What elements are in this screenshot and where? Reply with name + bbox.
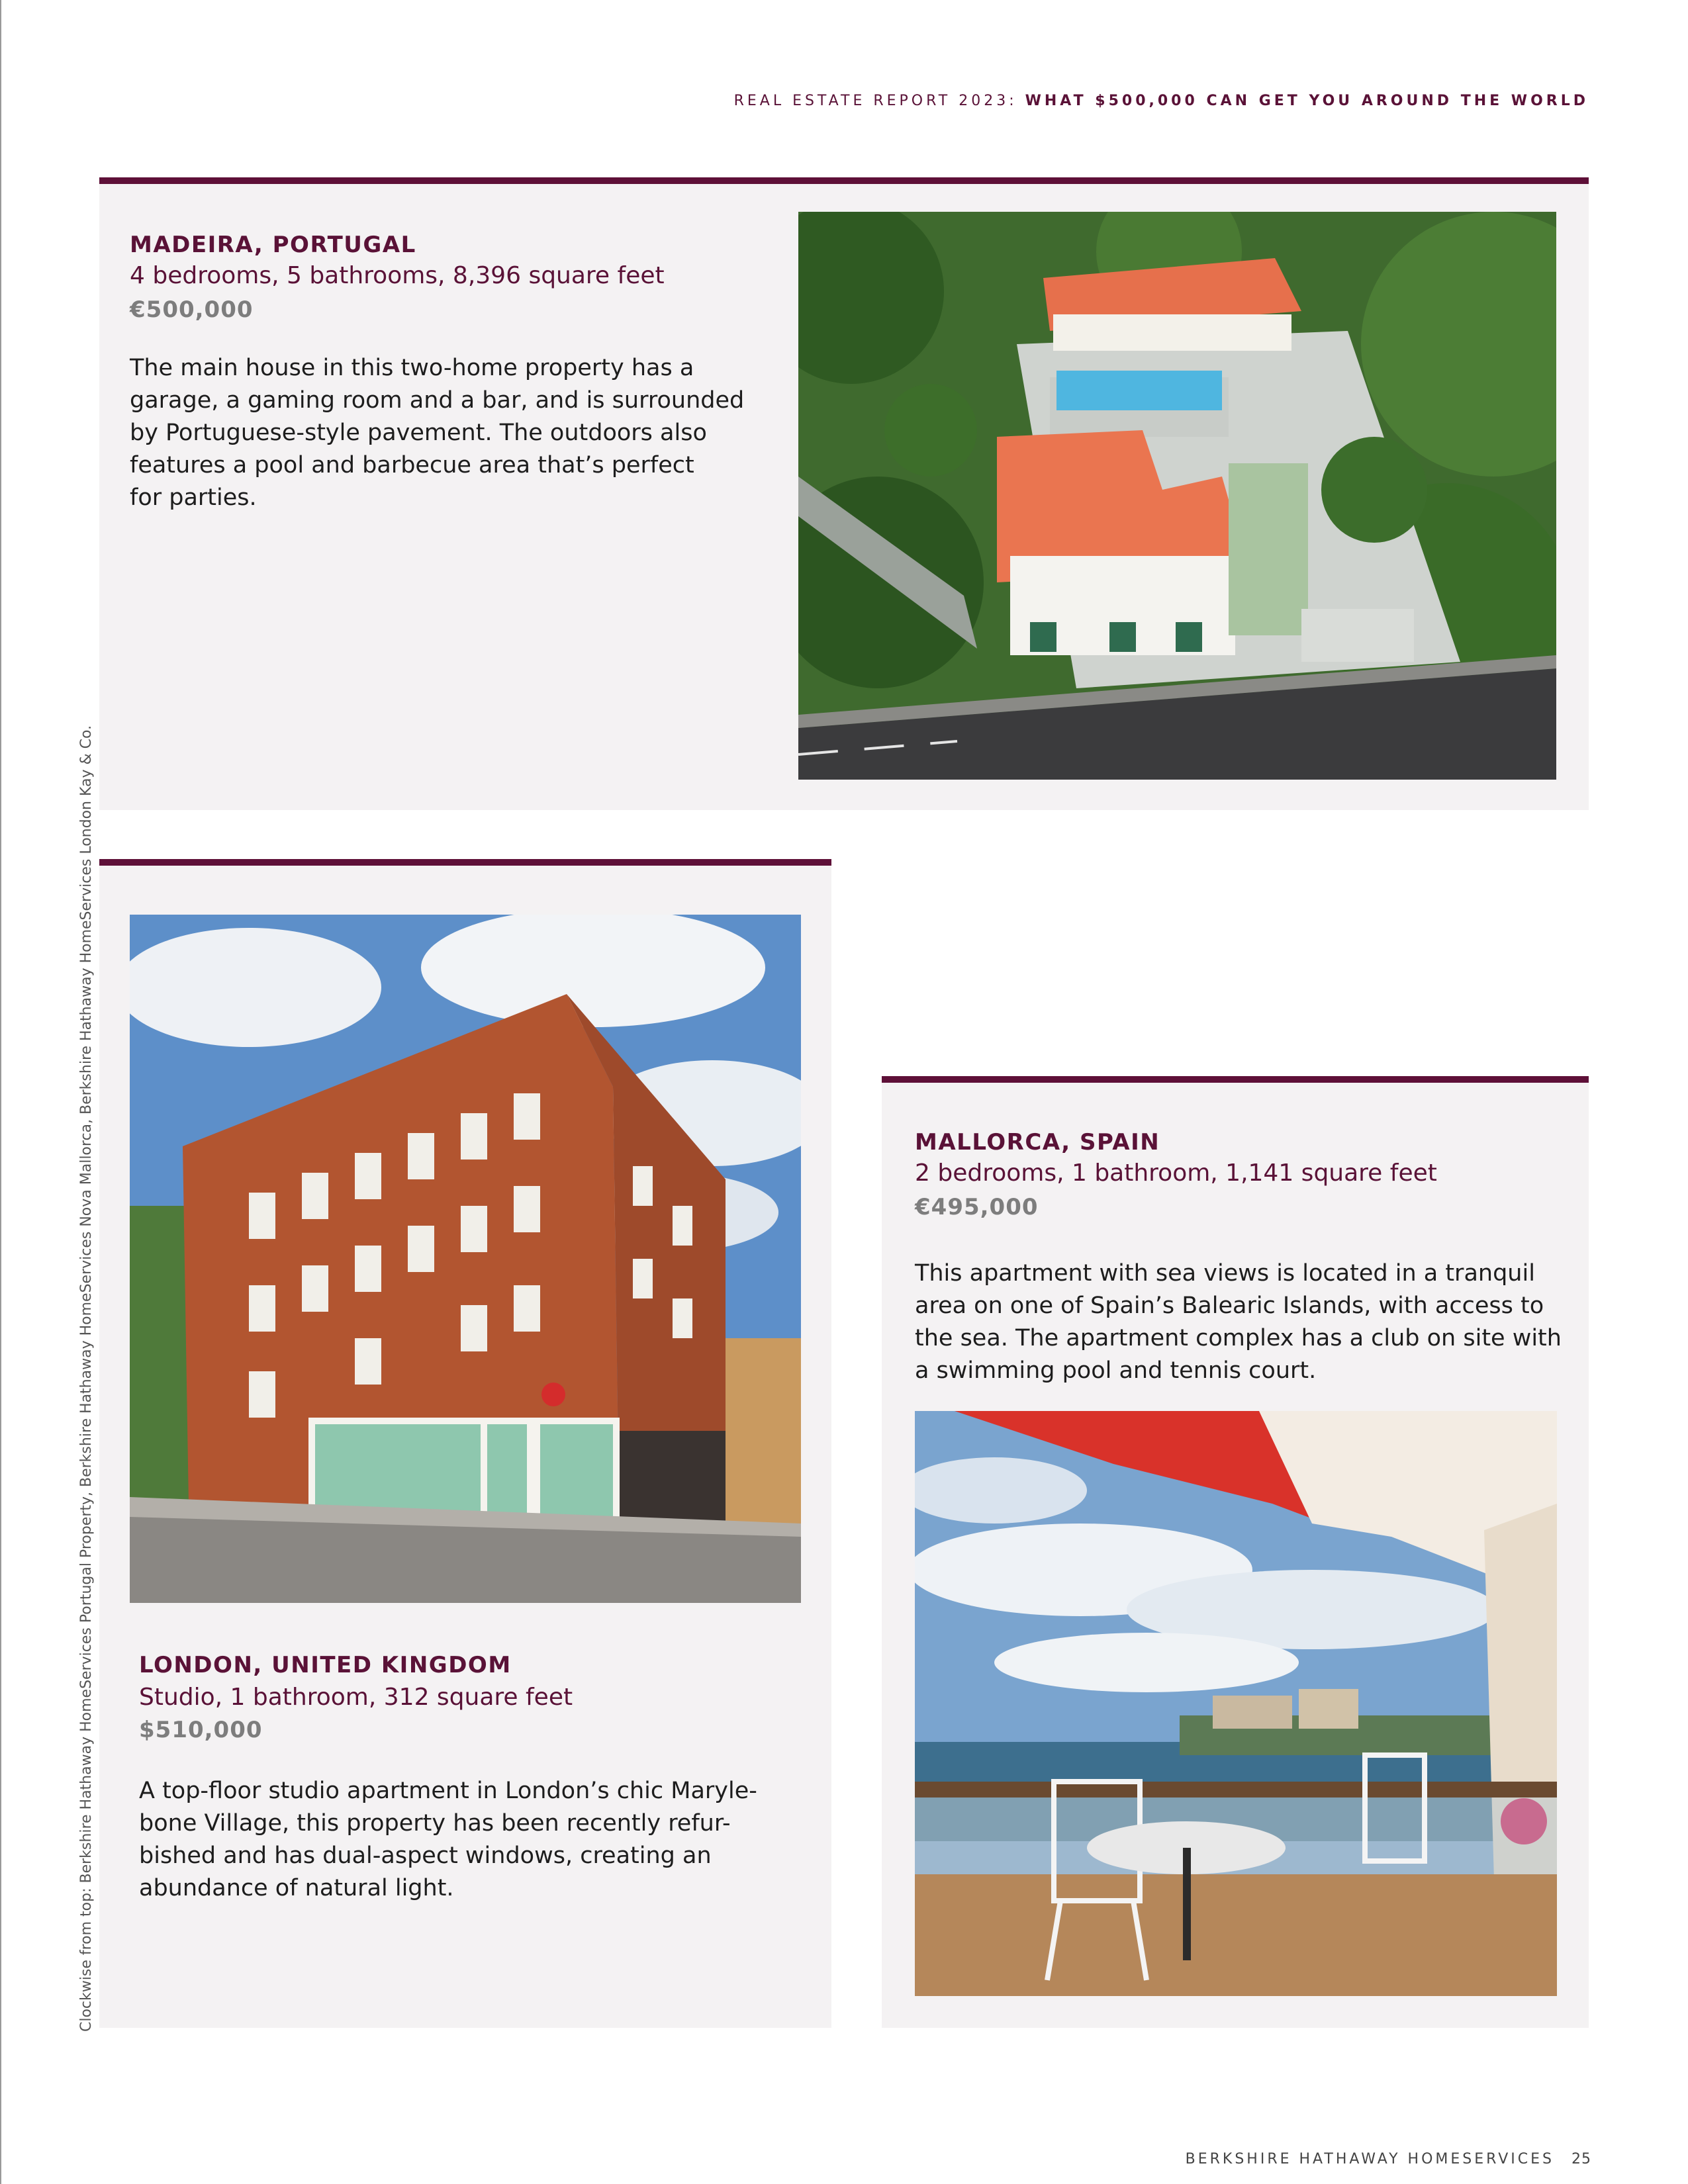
page-number: 25 [1571, 2151, 1591, 2167]
london-description: A top-floor studio apartment in London’s chic Maryle- bone Village, this property has been recently refur- bished and has dual-aspect windows, creating an abundance of natural light. [139, 1778, 757, 1901]
header-prefix: REAL ESTATE REPORT 2023: [733, 93, 1025, 109]
madeira-photo [798, 212, 1556, 780]
photo-credit: Clockwise from top: Berkshire Hathaway HomeServices Portugal Property, Berkshire Hathaway HomeServices Nova Mallorca, Berkshire Hathaway HomeServices London Kay & Co. [78, 725, 95, 2032]
footer-brand: BERKSHIRE HATHAWAY HOMESERVICES [1185, 2151, 1554, 2167]
madeira-price: €500,000 [130, 296, 254, 323]
london-rule [99, 859, 831, 866]
mallorca-photo [915, 1411, 1557, 1996]
mallorca-rule [882, 1076, 1589, 1083]
mallorca-price: €495,000 [915, 1194, 1039, 1220]
london-photo [130, 915, 801, 1603]
london-title: LONDON, UNITED KINGDOM [139, 1652, 512, 1678]
page-edge-rule [0, 0, 1, 2184]
header-highlight: WHAT $500,000 CAN GET YOU AROUND THE WORLD [1025, 93, 1589, 109]
page-header [734, 93, 1589, 109]
madeira-specs: 4 bedrooms, 5 bathrooms, 8,396 square feet [130, 262, 665, 289]
madeira-description: The main house in this two-home property has a garage, a gaming room and a bar, and is surrounded by Portuguese-style pavement. The outdoors also features a pool and barbecue area that’s perfect for parties. [130, 355, 745, 511]
madeira-rule [99, 177, 1589, 184]
page-footer [1186, 2151, 1591, 2167]
london-price: $510,000 [139, 1717, 263, 1743]
mallorca-description: This apartment with sea views is located in a tranquil area on one of Spain’s Balearic Islands, with access to the sea. The apartment complex has a club on site with a swimming pool and tennis court. [915, 1260, 1562, 1384]
london-specs: Studio, 1 bathroom, 312 square feet [139, 1684, 573, 1711]
madeira-title: MADEIRA, PORTUGAL [130, 232, 416, 258]
mallorca-specs: 2 bedrooms, 1 bathroom, 1,141 square feet [915, 1160, 1437, 1187]
mallorca-title: MALLORCA, SPAIN [915, 1129, 1160, 1156]
